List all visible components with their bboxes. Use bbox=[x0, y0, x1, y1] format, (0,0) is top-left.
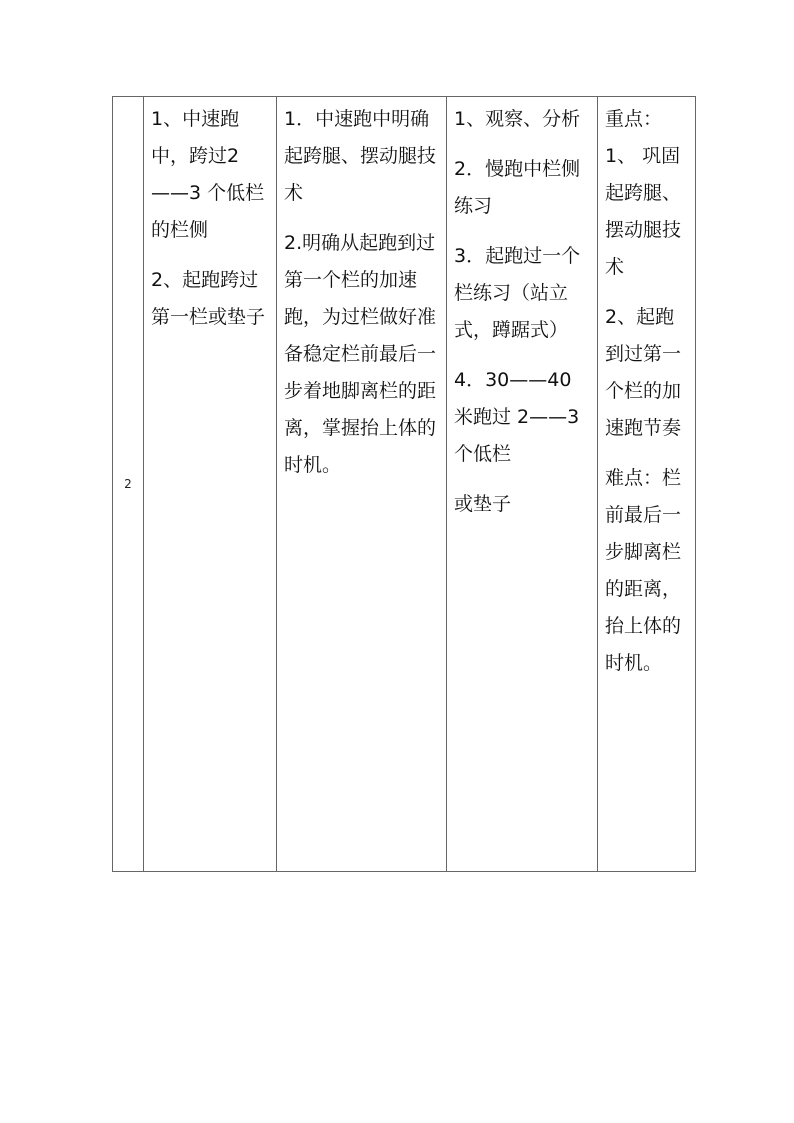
content-item: 2、起跑跨过第一栏或垫子 bbox=[151, 269, 266, 328]
key-point-item: 重点： bbox=[605, 108, 663, 130]
key-point-item: 2、起跑到过第一个栏的加速跑节奏 bbox=[605, 306, 682, 439]
key-point-item: 难点：栏前最后一步脚离栏的距离，抬上体的时机。 bbox=[605, 467, 682, 674]
method-item: 4．30——40 米跑过 2——3 个低栏 bbox=[454, 369, 580, 465]
lesson-plan-table bbox=[112, 96, 696, 872]
key-point-item: 1、 巩固起跨腿、摆动腿技术 bbox=[605, 145, 682, 278]
objective-item: 2.明确从起跑到过第一个栏的加速跑，为过栏做好准备稳定栏前最后一步着地脚离栏的距离，掌握抬上体的时机。 bbox=[284, 232, 437, 476]
content-item: 1、中速跑中，跨过2——3 个低栏的栏侧 bbox=[151, 108, 265, 241]
methods-cell bbox=[447, 97, 598, 872]
key-points-cell bbox=[598, 97, 696, 872]
objective-item: 1．中速跑中明确起跨腿、摆动腿技术 bbox=[284, 108, 437, 204]
row-number-cell bbox=[113, 97, 144, 872]
method-item: 2．慢跑中栏侧练习 bbox=[454, 158, 581, 217]
table-row bbox=[113, 97, 696, 872]
content-cell bbox=[144, 97, 277, 872]
method-item: 3．起跑过一个栏练习（站立式，蹲踞式） bbox=[454, 245, 581, 341]
row-number: 2 bbox=[124, 477, 132, 491]
method-item: 1、观察、分析 bbox=[454, 108, 581, 130]
objectives-cell bbox=[277, 97, 447, 872]
method-item: 或垫子 bbox=[454, 493, 512, 515]
